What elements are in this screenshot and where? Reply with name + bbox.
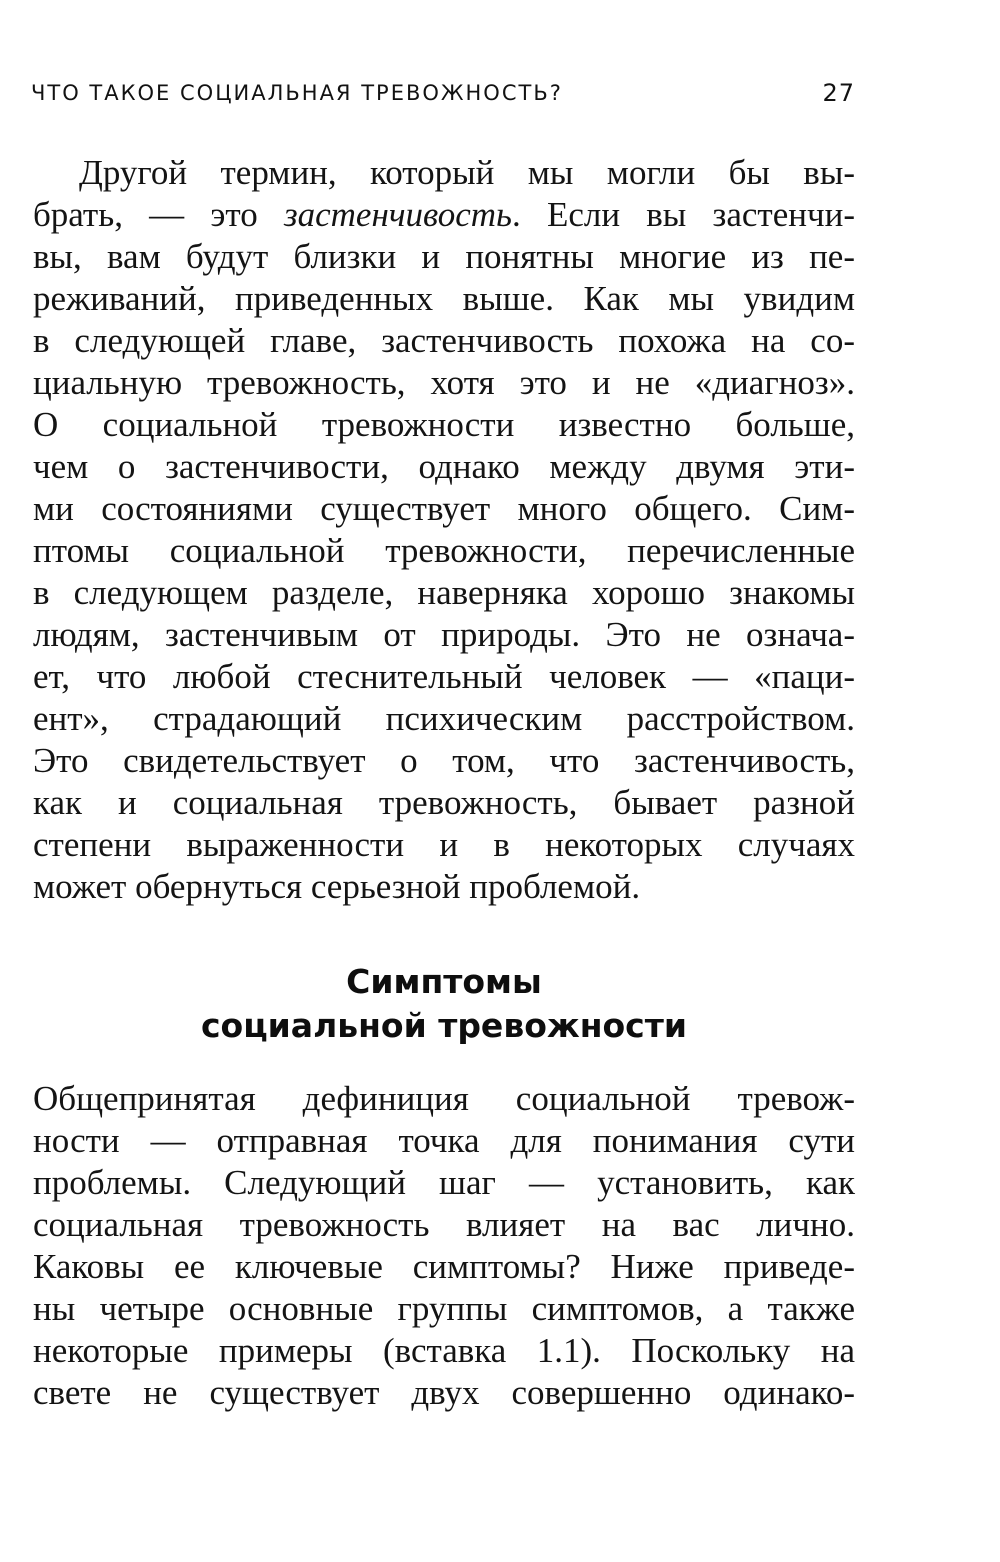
text-line: ны четыре основные группы симптомов, а также — [33, 1289, 855, 1328]
text-line: может обернуться серьезной проблемой. — [33, 867, 641, 906]
section-heading-line: Симптомы — [346, 962, 542, 1001]
running-title: ЧТО ТАКОЕ СОЦИАЛЬНАЯ ТРЕВОЖНОСТЬ? — [31, 81, 563, 105]
text-line: Другой термин, который мы могли бы вы- — [79, 153, 855, 192]
running-header — [31, 76, 855, 110]
text-line: брать, — это застенчивость. Если вы застенчи- — [33, 195, 855, 234]
text-line: некоторые примеры (вставка 1.1). Поскольку на — [33, 1331, 855, 1370]
text-line: вы, вам будут близки и понятны многие из пе- — [33, 237, 855, 276]
text-line: ент», страдающий психическим расстройством. — [33, 699, 855, 738]
text-line: социальная тревожность влияет на вас лично. — [33, 1205, 855, 1244]
text-line: Это свидетельствует о том, что застенчивость, — [33, 741, 855, 780]
text-line: реживаний, приведенных выше. Как мы увидим — [33, 279, 855, 318]
text-line: как и социальная тревожность, бывает разной — [33, 783, 855, 822]
text-line: свете не существует двух совершенно одинако- — [33, 1373, 855, 1412]
text-line: ности — отправная точка для понимания сути — [33, 1121, 855, 1160]
text-line: чем о застенчивости, однако между двумя эти- — [33, 447, 855, 486]
text-line: птомы социальной тревожности, перечисленные — [33, 531, 855, 570]
page-number: 27 — [822, 79, 855, 107]
text-line: ми состояниями существует много общего. Сим- — [33, 489, 855, 528]
emphasized-term: застенчивость — [283, 195, 512, 234]
section-heading-line: социальной тревожности — [200, 1006, 687, 1045]
section-heading — [33, 960, 855, 1048]
text-line: Общепринятая дефиниция социальной тревож- — [33, 1079, 855, 1118]
text-line: ет, что любой стеснительный человек — «паци- — [33, 657, 855, 696]
paragraph-symptoms — [33, 1078, 855, 1414]
text-line: в следующей главе, застенчивость похожа на со- — [33, 321, 855, 360]
text-line: степени выраженности и в некоторых случаях — [33, 825, 855, 864]
text-line: в следующем разделе, наверняка хорошо знакомы — [33, 573, 855, 612]
text-line: циальную тревожность, хотя это и не «диагноз». — [33, 363, 855, 402]
text-line: О социальной тревожности известно больше, — [33, 405, 855, 444]
text-line: проблемы. Следующий шаг — установить, как — [33, 1163, 855, 1202]
text-line: людям, застенчивым от природы. Это не означа- — [33, 615, 855, 654]
paragraph-shyness — [33, 152, 855, 908]
text-line: Каковы ее ключевые симптомы? Ниже приведе- — [33, 1247, 855, 1286]
